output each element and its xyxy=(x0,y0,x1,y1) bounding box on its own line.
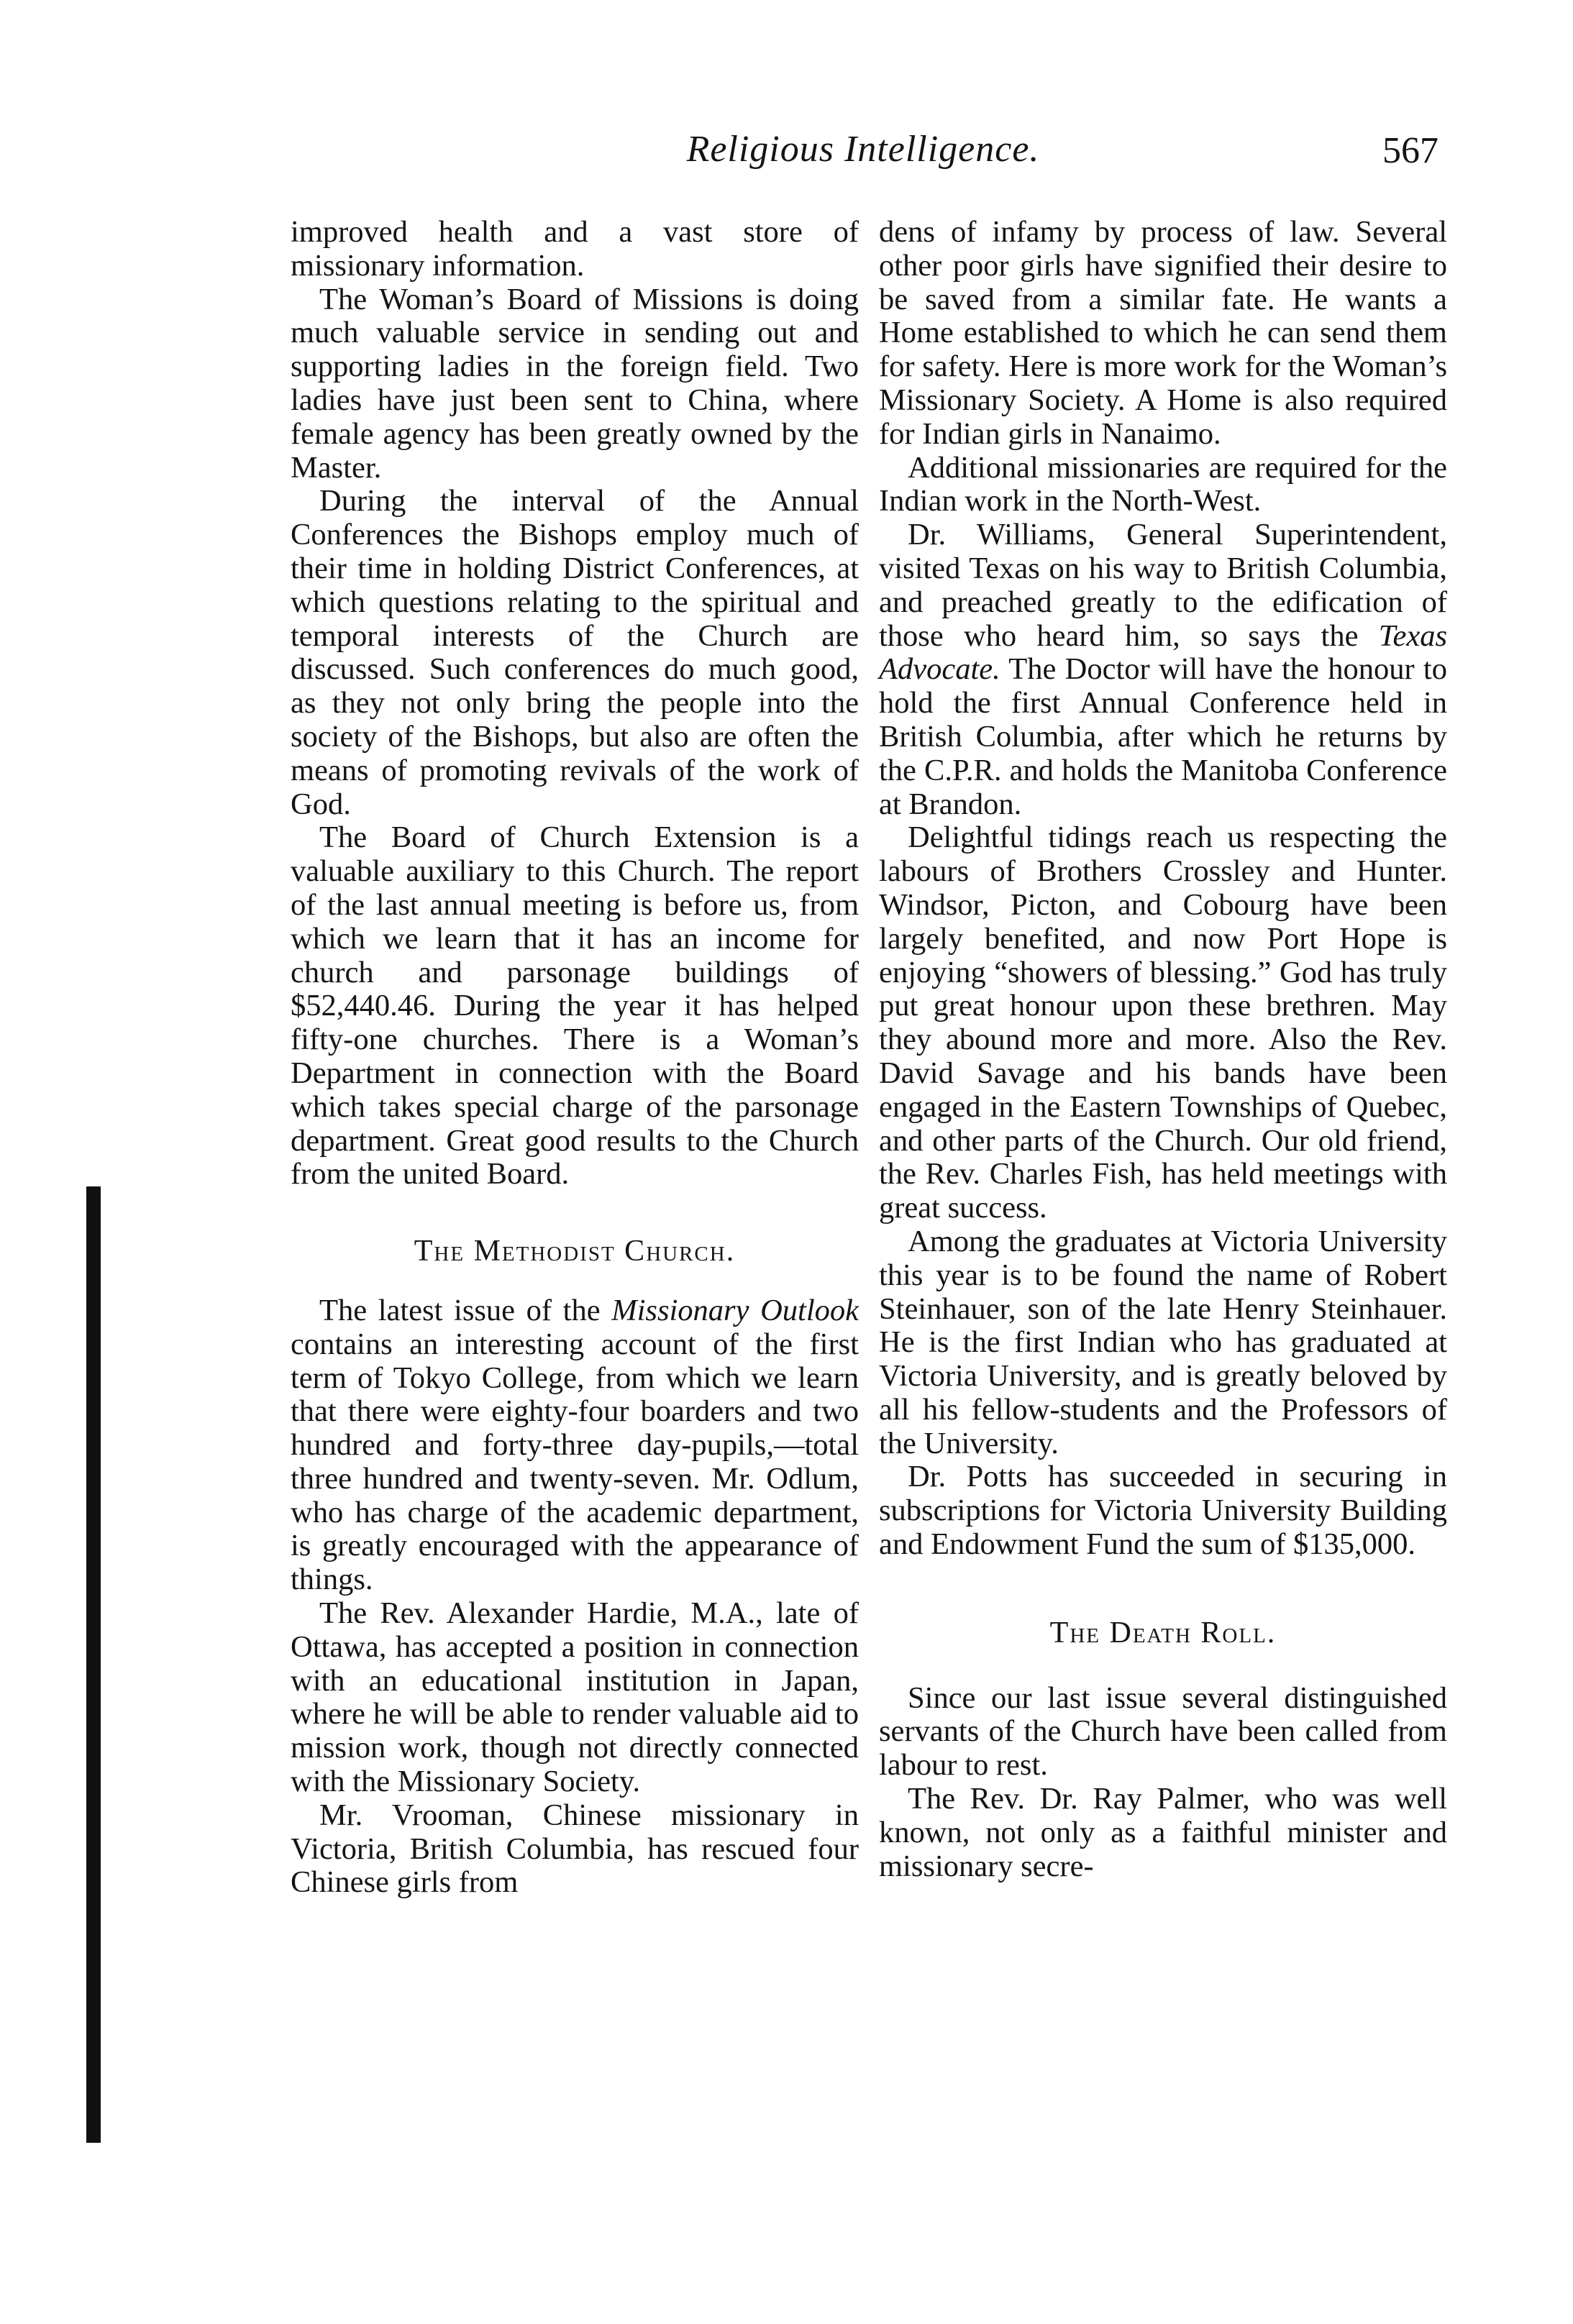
text-fragment: Dr. Williams, General Superintendent, visited Texas on his way to British Columbia, and preached greatly to the edification of those who heard him, so says the xyxy=(879,518,1447,653)
text-fragment: The Doctor will have the honour to hold the first Annual Conference held in British Columbia, after which he returns by the C.P.R. and holds the Manitoba Conference at Brandon. xyxy=(879,652,1447,821)
left-column xyxy=(291,216,859,1900)
text-fragment: The latest issue of the xyxy=(319,1293,612,1327)
right-column xyxy=(879,216,1447,1883)
paragraph-crossley-hunter: Delightful tidings reach us respecting the labours of Brothers Crossley and Hunter. Windsor, Picton, and Cobourg have been largely benefited, and now Port Hope is enjoying “showers of blessing.” God has truly put great honour upon these brethren. May they abound more and more. Also the Rev. David Savage and his bands have been engaged in the Eastern Townships of Quebec, and other parts of the Church. Our old friend, the Rev. Charles Fish, has held meetings with great success. xyxy=(879,820,1447,1225)
italic-title: Texas Advocate. xyxy=(879,618,1447,687)
running-head: Religious Intelligence. xyxy=(686,129,1040,170)
page-number: 567 xyxy=(1382,130,1439,171)
paragraph-district-conferences: During the interval of the Annual Conferences the Bishops employ much of their time in holding District Conferences, at which questions relating to the spiritual and temporal interests of the Church are discussed. Such conferences do much good, as they not only bring the people into the society of the Bishops, but also are often the means of promoting revivals of the work of God. xyxy=(291,484,859,821)
italic-title: Missionary Outlook xyxy=(611,1293,859,1327)
paragraph-since-last-issue: Since our last issue several distinguished servants of the Church have been called from labour to rest. xyxy=(879,1680,1447,1783)
section-heading-methodist-church: The Methodist Church. xyxy=(414,1235,736,1268)
paragraph-dr-williams xyxy=(879,518,1447,821)
paragraph-ray-palmer: The Rev. Dr. Ray Palmer, who was well known, not only as a faithful minister and missionary secre- xyxy=(879,1782,1447,1883)
text-fragment: contains an interesting account of the first term of Tokyo College, from which we learn that there were eighty-four boarders and two hundred and forty-three day-pupils,—total three hundred and twenty-seven. Mr. Odlum, who has charge of the academic department, is greatly encouraged with the appearance of things. xyxy=(291,1327,859,1597)
paragraph-continued: dens of infamy by process of law. Several other poor girls have signified their desire to be saved from a similar fate. He wants a Home established to which he can send them for safety. Here is more work for the Woman’s Missionary Society. A Home is also required for Indian girls in Nanaimo. xyxy=(879,215,1447,451)
paragraph-womans-board: The Woman’s Board of Missions is doing much valuable service in sending out and supporting ladies in the foreign field. Two ladies have just been sent to China, where female agency has been greatly owned by the Master. xyxy=(291,282,859,485)
paragraph-graduates: Among the graduates at Victoria University this year is to be found the name of Robert Steinhauer, son of the late Henry Steinhauer. He is the first Indian who has graduated at Victoria University, and is greatly beloved by all his fellow-students and the Professors of the University. xyxy=(879,1224,1447,1460)
paragraph-continued: improved health and a vast store of missionary information. xyxy=(291,215,859,283)
paragraph-hardie: The Rev. Alexander Hardie, M.A., late of Ottawa, has accepted a position in connection with an educational institution in Japan, where he will be able to render valuable aid to mission work, though not directly connected with the Missionary Society. xyxy=(291,1596,859,1799)
paragraph-church-extension: The Board of Church Extension is a valuable auxiliary to this Church. The report of the last annual meeting is before us, from which we learn that it has an income for church and parsonage buildings of $52,440.46. During the year it has helped fifty-one churches. There is a Woman’s Department in connection with the Board which takes special charge of the parsonage department. Great good results to the Church from the united Board. xyxy=(291,820,859,1191)
section-heading-death-roll: The Death Roll. xyxy=(1049,1616,1277,1650)
paragraph-vrooman: Mr. Vrooman, Chinese missionary in Victoria, British Columbia, has rescued four Chinese girls from xyxy=(291,1798,859,1900)
paragraph-dr-potts: Dr. Potts has succeeded in securing in subscriptions for Victoria University Building and Endowment Fund the sum of $135,000. xyxy=(879,1460,1447,1562)
paragraph-missionary-outlook xyxy=(291,1294,859,1597)
paragraph-indian-work: Additional missionaries are required for the Indian work in the North-West. xyxy=(879,450,1447,518)
margin-bar xyxy=(86,1186,101,2143)
